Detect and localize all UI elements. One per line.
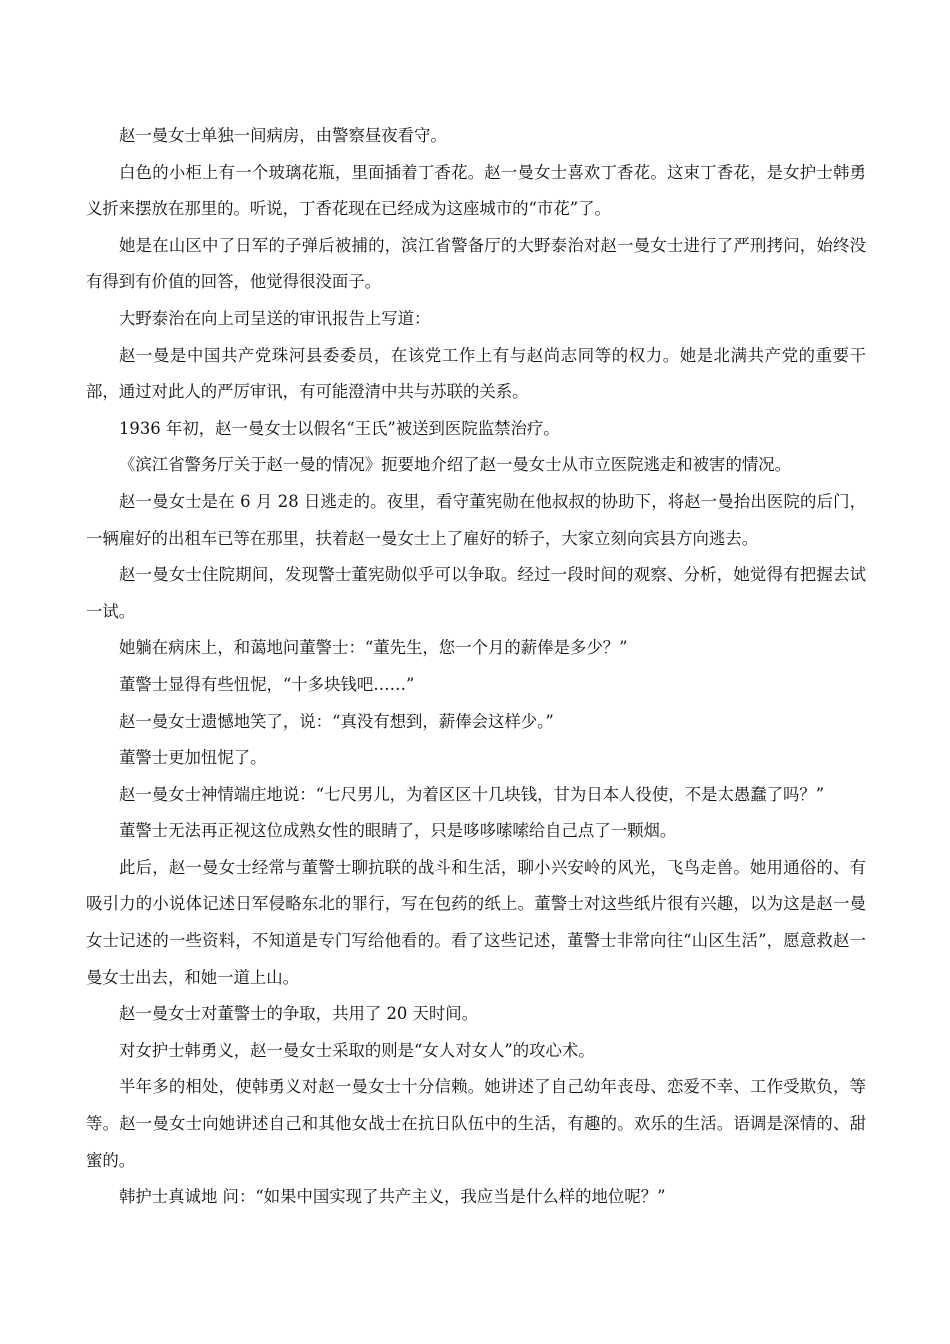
paragraph: 赵一曼女士对董警士的争取，共用了 20 天时间。 <box>119 1004 479 1024</box>
paragraph: 她是在山区中了日军的子弹后被捕的，滨江省警备厅的大野泰治对赵一曼女士进行了严刑拷问，始终没有得到有价值的回答，他觉得很没面子。 <box>86 235 866 292</box>
paragraph: 此后，赵一曼女士经常与董警士聊抗联的战斗和生活，聊小兴安岭的风光，飞鸟走兽。她用通俗的、有吸引力的小说体记述日军侵略东北的罪行，写在包药的纸上。董警士对这些纸片很有兴趣，以为这是赵一曼女士记述的一些资料，不知道是专门写给他看的。看了这些记述，董警士非常向往“山区生活”，愿意救赵一曼女士出去，和她一道上山。 <box>86 857 866 987</box>
paragraph: 董警士更加忸怩了。 <box>119 748 267 768</box>
paragraph: 她躺在病床上，和蔼地问董警士：“董先生，您一个月的薪俸是多少？” <box>119 638 628 658</box>
paragraph: 半年多的相处，使韩勇义对赵一曼女士十分信赖。她讲述了自己幼年丧母、恋爱不幸、工作受欺负，等等。赵一曼女士向她讲述自己和其他女战士在抗日队伍中的生活，有趣的。欢乐的生活。语调是深情的、甜蜜的。 <box>86 1077 866 1170</box>
paragraph: 韩护士真诚地 问：“如果中国实现了共产主义，我应当是什么样的地位呢？” <box>119 1187 666 1207</box>
paragraph: 赵一曼女士遗憾地笑了，说：“真没有想到，薪俸会这样少。” <box>119 711 554 731</box>
paragraph: 赵一曼女士住院期间，发现警士董宪勋似乎可以争取。经过一段时间的观察、分析，她觉得有把握去试一试。 <box>86 565 866 621</box>
paragraph: 《滨江省警务厅关于赵一曼的情况》扼要地介绍了赵一曼女士从市立医院逃走和被害的情况。 <box>119 455 792 475</box>
paragraph: 赵一曼女士是在 6 月 28 日逃走的。夜里，看守董宪勋在他叔叔的协助下，将赵一曼抬出医院的后门，一辆雇好的出租车已等在那里，扶着赵一曼女士上了雇好的轿子，大家立刻向宾县方向逃去。 <box>86 491 866 548</box>
paragraph: 白色的小柜上有一个玻璃花瓶，里面插着丁香花。赵一曼女士喜欢丁香花。这束丁香花，是女护士韩勇义折来摆放在那里的。听说，丁香花现在已经成为这座城市的“市花”了。 <box>86 162 866 219</box>
paragraph: 赵一曼女士神情端庄地说：“七尺男儿，为着区区十几块钱，甘为日本人役使，不是太愚蠢了吗？” <box>119 784 825 804</box>
paragraph: 董警士无法再正视这位成熟女性的眼睛了，只是哆哆嗦嗦给自己点了一颗烟。 <box>119 821 677 841</box>
document-body <box>86 118 866 1216</box>
paragraph: 董警士显得有些忸怩，“十多块钱吧……” <box>119 674 415 694</box>
paragraph: 赵一曼是中国共产党珠河县委委员，在该党工作上有与赵尚志同等的权力。她是北满共产党的重要干部，通过对此人的严厉审讯，有可能澄清中共与苏联的关系。 <box>86 345 866 402</box>
paragraph: 大野泰治在向上司呈送的审讯报告上写道： <box>119 308 431 328</box>
paragraph: 赵一曼女士单独一间病房，由警察昼夜看守。 <box>119 126 447 145</box>
paragraph: 对女护士韩勇义，赵一曼女士采取的则是“女人对女人”的攻心术。 <box>119 1040 595 1060</box>
paragraph: 1936 年初，赵一曼女士以假名“王氏”被送到医院监禁治疗。 <box>119 418 560 438</box>
